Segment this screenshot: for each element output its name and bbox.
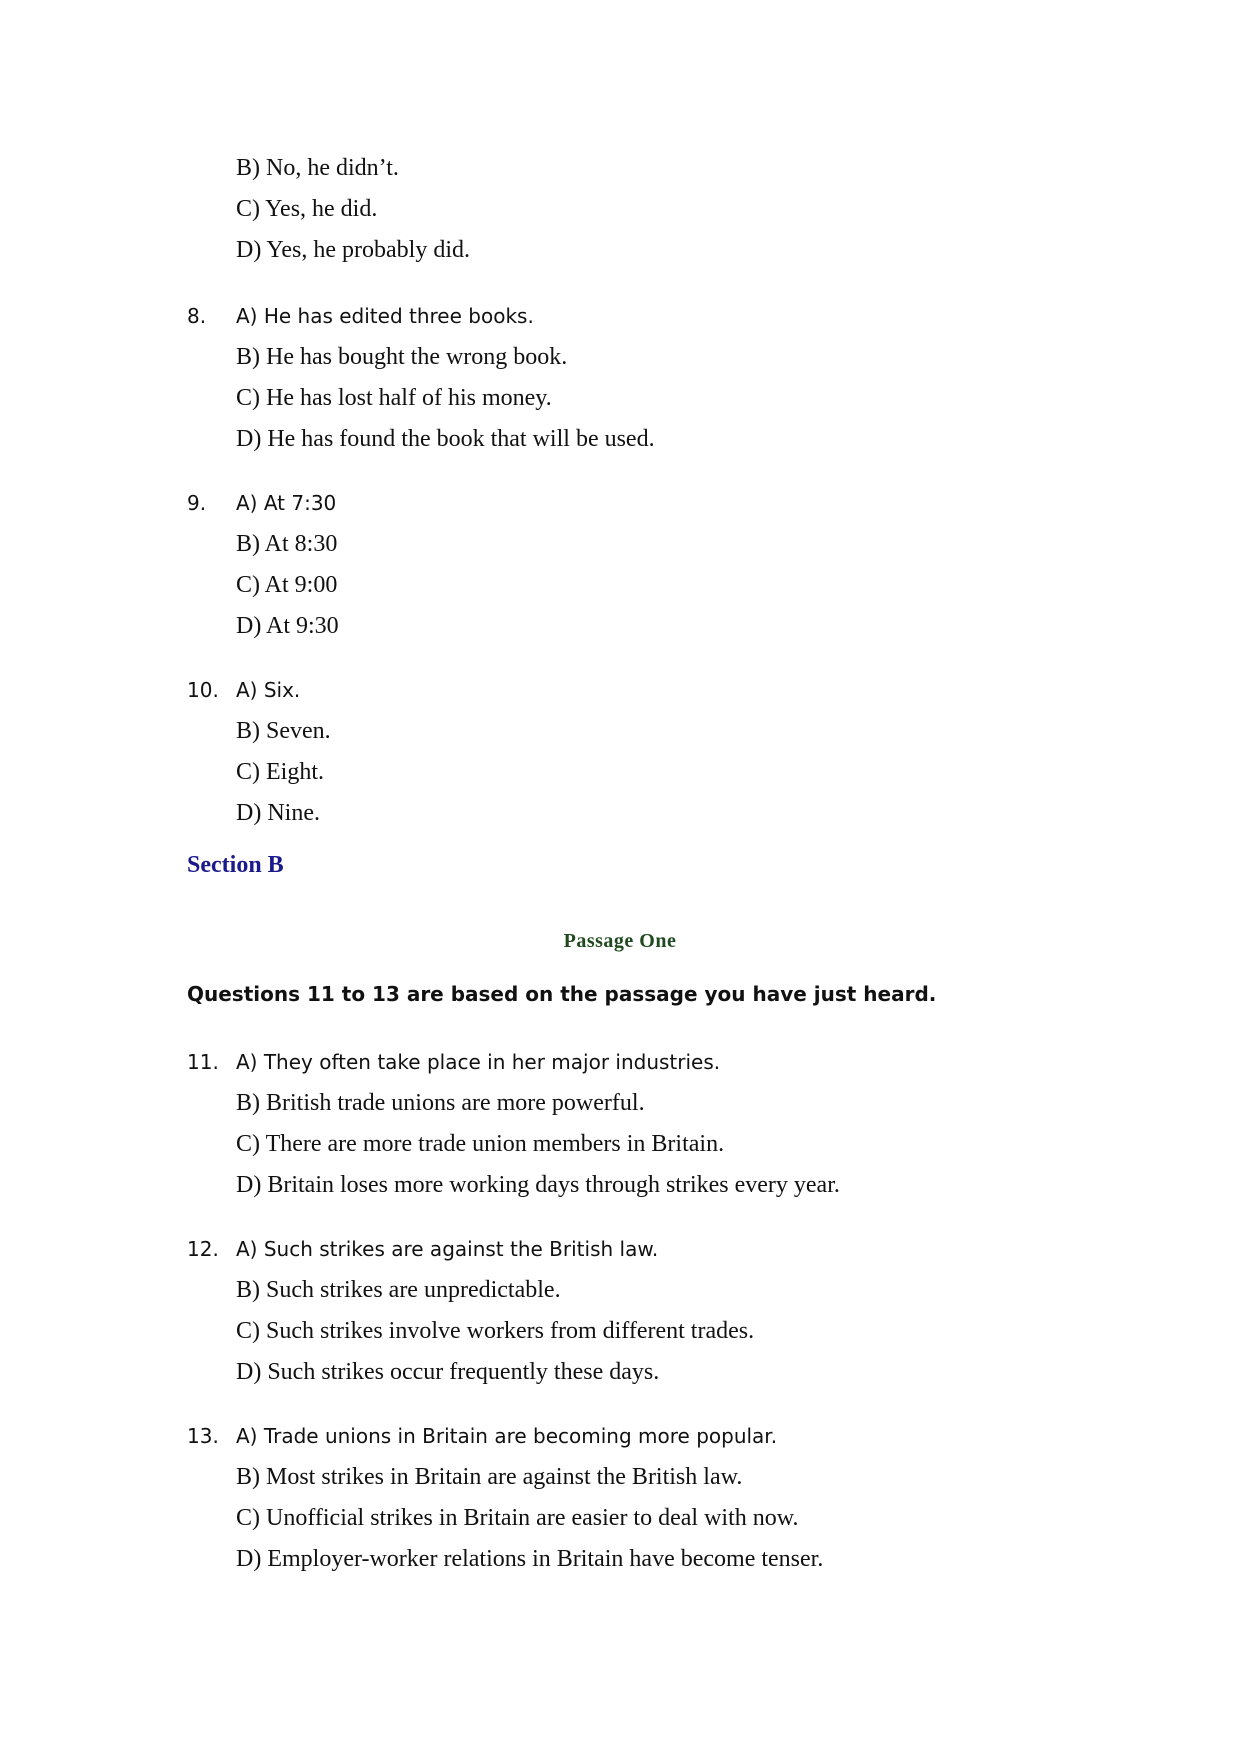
question-number: 12. <box>187 1237 219 1261</box>
option: B) Most strikes in Britain are against the British law. <box>236 1464 743 1490</box>
option: D) At 9:30 <box>236 613 339 639</box>
option: D) Britain loses more working days through strikes every year. <box>236 1172 840 1198</box>
question-12 <box>187 1229 754 1393</box>
option: A) Such strikes are against the British law. <box>236 1237 659 1261</box>
option: C) Yes, he did. <box>236 196 378 222</box>
option: D) Such strikes occur frequently these days. <box>236 1359 660 1385</box>
option: C) Eight. <box>236 759 324 785</box>
section-title: Section B <box>187 852 284 878</box>
option: C) Such strikes involve workers from different trades. <box>236 1318 755 1344</box>
question-8 <box>187 296 655 460</box>
option: B) At 8:30 <box>236 531 338 557</box>
instruction: Questions 11 to 13 are based on the passage you have just heard. <box>187 982 937 1006</box>
option: C) At 9:00 <box>236 572 338 598</box>
option: C) He has lost half of his money. <box>236 385 552 411</box>
question-11 <box>187 1042 840 1206</box>
question-number: 10. <box>187 678 219 702</box>
option: D) Employer-worker relations in Britain have become tenser. <box>236 1546 824 1572</box>
continued-options <box>236 148 470 271</box>
option: D) He has found the book that will be used. <box>236 426 655 452</box>
option: B) Such strikes are unpredictable. <box>236 1277 561 1303</box>
option: B) Seven. <box>236 718 331 744</box>
option: C) There are more trade union members in Britain. <box>236 1131 725 1157</box>
question-number: 8. <box>187 304 207 328</box>
option: B) British trade unions are more powerful. <box>236 1090 645 1116</box>
option: D) Yes, he probably did. <box>236 237 470 263</box>
question-number: 9. <box>187 491 207 515</box>
question-10 <box>187 670 331 834</box>
option: A) Six. <box>236 678 301 702</box>
passage-title: Passage One <box>563 930 677 952</box>
question-9 <box>187 483 339 647</box>
option: A) Trade unions in Britain are becoming more popular. <box>236 1424 778 1448</box>
question-13 <box>187 1416 823 1580</box>
option: A) He has edited three books. <box>236 304 534 328</box>
option: D) Nine. <box>236 800 320 826</box>
option: B) No, he didn’t. <box>236 155 399 181</box>
question-number: 11. <box>187 1050 219 1074</box>
option: C) Unofficial strikes in Britain are easier to deal with now. <box>236 1505 799 1531</box>
question-number: 13. <box>187 1424 219 1448</box>
option: A) At 7:30 <box>236 491 337 515</box>
option: B) He has bought the wrong book. <box>236 344 568 370</box>
option: A) They often take place in her major industries. <box>236 1050 721 1074</box>
